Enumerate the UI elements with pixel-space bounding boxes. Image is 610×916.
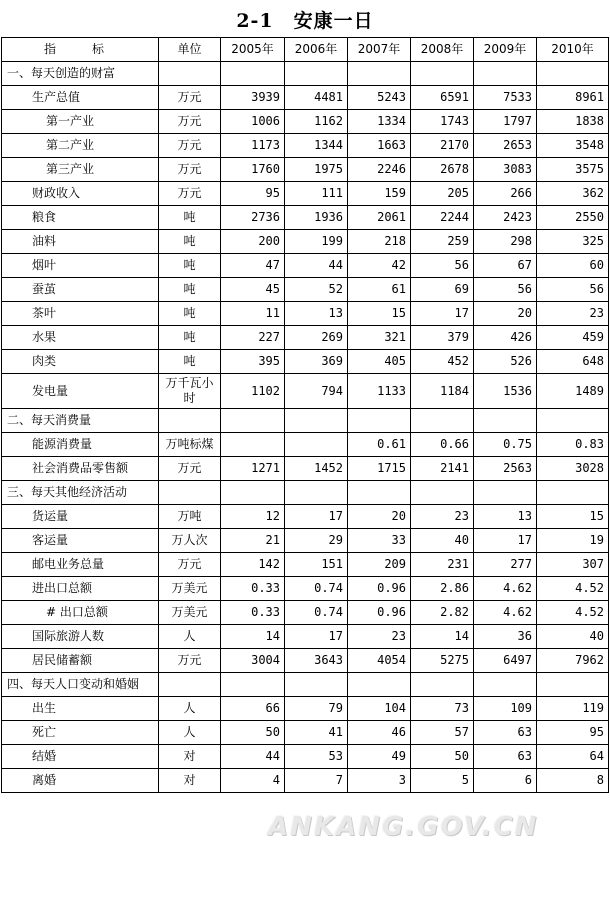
value-cell: 2653 xyxy=(474,134,537,158)
value-cell xyxy=(537,673,609,697)
unit-cell: 吨 xyxy=(159,278,221,302)
value-cell: 6591 xyxy=(411,86,474,110)
header-year: 2009年 xyxy=(474,38,537,62)
value-cell: 50 xyxy=(221,721,285,745)
table-row xyxy=(2,577,609,601)
value-cell: 2246 xyxy=(348,158,411,182)
value-cell xyxy=(221,673,285,697)
value-cell: 2.82 xyxy=(411,601,474,625)
table-row xyxy=(2,529,609,553)
value-cell: 4.52 xyxy=(537,577,609,601)
value-cell: 5243 xyxy=(348,86,411,110)
indicator-label: 肉类 xyxy=(2,350,159,374)
value-cell: 61 xyxy=(348,278,411,302)
value-cell: 6 xyxy=(474,769,537,793)
value-cell: 11 xyxy=(221,302,285,326)
value-cell: 1184 xyxy=(411,374,474,409)
watermark-logo: ANKANG.GOV.CN xyxy=(268,812,539,842)
unit-cell: 万元 xyxy=(159,182,221,206)
value-cell: 1975 xyxy=(285,158,348,182)
section-row xyxy=(2,481,609,505)
table-row xyxy=(2,302,609,326)
value-cell: 0.33 xyxy=(221,577,285,601)
value-cell: 1936 xyxy=(285,206,348,230)
indicator-label: # 出口总额 xyxy=(2,601,159,625)
unit-cell xyxy=(159,409,221,433)
value-cell: 0.74 xyxy=(285,601,348,625)
value-cell: 36 xyxy=(474,625,537,649)
value-cell: 7 xyxy=(285,769,348,793)
value-cell: 56 xyxy=(474,278,537,302)
table-row xyxy=(2,134,609,158)
indicator-label: 出生 xyxy=(2,697,159,721)
value-cell: 42 xyxy=(348,254,411,278)
value-cell: 0.74 xyxy=(285,577,348,601)
value-cell: 648 xyxy=(537,350,609,374)
value-cell: 2423 xyxy=(474,206,537,230)
table-row xyxy=(2,278,609,302)
indicator-label: 邮电业务总量 xyxy=(2,553,159,577)
value-cell: 5 xyxy=(411,769,474,793)
value-cell: 269 xyxy=(285,326,348,350)
indicator-label: 财政收入 xyxy=(2,182,159,206)
section-label: 四、每天人口变动和婚姻 xyxy=(2,673,159,697)
value-cell: 209 xyxy=(348,553,411,577)
indicator-label: 能源消费量 xyxy=(2,433,159,457)
value-cell: 218 xyxy=(348,230,411,254)
value-cell: 259 xyxy=(411,230,474,254)
unit-cell: 人 xyxy=(159,721,221,745)
value-cell: 3643 xyxy=(285,649,348,673)
section-row xyxy=(2,409,609,433)
value-cell: 17 xyxy=(411,302,474,326)
unit-cell: 万吨 xyxy=(159,505,221,529)
indicator-label: 粮食 xyxy=(2,206,159,230)
value-cell: 4.52 xyxy=(537,601,609,625)
value-cell: 459 xyxy=(537,326,609,350)
value-cell: 44 xyxy=(221,745,285,769)
unit-cell xyxy=(159,62,221,86)
value-cell: 526 xyxy=(474,350,537,374)
value-cell: 1838 xyxy=(537,110,609,134)
value-cell: 1271 xyxy=(221,457,285,481)
value-cell: 15 xyxy=(348,302,411,326)
value-cell: 33 xyxy=(348,529,411,553)
section-row xyxy=(2,62,609,86)
unit-cell: 万元 xyxy=(159,553,221,577)
page-title: 2-1 安康一日 xyxy=(236,10,374,32)
value-cell: 794 xyxy=(285,374,348,409)
indicator-label: 蚕茧 xyxy=(2,278,159,302)
value-cell: 20 xyxy=(474,302,537,326)
value-cell: 23 xyxy=(411,505,474,529)
value-cell: 44 xyxy=(285,254,348,278)
value-cell xyxy=(221,481,285,505)
value-cell: 1536 xyxy=(474,374,537,409)
value-cell: 199 xyxy=(285,230,348,254)
unit-cell: 万人次 xyxy=(159,529,221,553)
value-cell xyxy=(221,409,285,433)
value-cell: 46 xyxy=(348,721,411,745)
value-cell: 1489 xyxy=(537,374,609,409)
value-cell: 1715 xyxy=(348,457,411,481)
value-cell: 5275 xyxy=(411,649,474,673)
unit-cell: 人 xyxy=(159,625,221,649)
unit-cell: 万千瓦小时 xyxy=(159,374,221,409)
unit-cell: 万元 xyxy=(159,649,221,673)
value-cell: 8 xyxy=(537,769,609,793)
indicator-label: 第一产业 xyxy=(2,110,159,134)
value-cell xyxy=(285,673,348,697)
value-cell: 40 xyxy=(537,625,609,649)
unit-cell: 吨 xyxy=(159,326,221,350)
unit-cell: 万元 xyxy=(159,86,221,110)
value-cell xyxy=(474,409,537,433)
value-cell: 159 xyxy=(348,182,411,206)
table-row xyxy=(2,158,609,182)
value-cell: 13 xyxy=(285,302,348,326)
value-cell xyxy=(348,481,411,505)
statistics-table xyxy=(1,37,609,793)
value-cell: 21 xyxy=(221,529,285,553)
value-cell: 111 xyxy=(285,182,348,206)
value-cell: 1162 xyxy=(285,110,348,134)
value-cell: 3028 xyxy=(537,457,609,481)
value-cell: 0.83 xyxy=(537,433,609,457)
unit-cell: 对 xyxy=(159,769,221,793)
indicator-label: 油料 xyxy=(2,230,159,254)
header-year: 2006年 xyxy=(285,38,348,62)
value-cell: 1102 xyxy=(221,374,285,409)
table-row xyxy=(2,625,609,649)
value-cell: 298 xyxy=(474,230,537,254)
value-cell: 13 xyxy=(474,505,537,529)
value-cell: 321 xyxy=(348,326,411,350)
header-indicator: 指 标 xyxy=(2,38,159,62)
value-cell: 1452 xyxy=(285,457,348,481)
value-cell: 231 xyxy=(411,553,474,577)
value-cell: 277 xyxy=(474,553,537,577)
value-cell: 452 xyxy=(411,350,474,374)
value-cell: 63 xyxy=(474,721,537,745)
unit-cell: 万元 xyxy=(159,457,221,481)
unit-cell: 万元 xyxy=(159,110,221,134)
header-unit: 单位 xyxy=(159,38,221,62)
value-cell: 57 xyxy=(411,721,474,745)
value-cell: 79 xyxy=(285,697,348,721)
indicator-label: 货运量 xyxy=(2,505,159,529)
value-cell: 2563 xyxy=(474,457,537,481)
table-row xyxy=(2,505,609,529)
value-cell: 2170 xyxy=(411,134,474,158)
value-cell: 142 xyxy=(221,553,285,577)
indicator-label: 结婚 xyxy=(2,745,159,769)
indicator-label: 客运量 xyxy=(2,529,159,553)
value-cell: 0.96 xyxy=(348,577,411,601)
value-cell: 7533 xyxy=(474,86,537,110)
indicator-label: 第三产业 xyxy=(2,158,159,182)
indicator-label: 生产总值 xyxy=(2,86,159,110)
value-cell: 4481 xyxy=(285,86,348,110)
value-cell: 40 xyxy=(411,529,474,553)
table-row xyxy=(2,457,609,481)
value-cell xyxy=(411,62,474,86)
table-row xyxy=(2,206,609,230)
value-cell: 1760 xyxy=(221,158,285,182)
value-cell: 66 xyxy=(221,697,285,721)
value-cell: 4.62 xyxy=(474,577,537,601)
value-cell xyxy=(221,62,285,86)
value-cell: 2678 xyxy=(411,158,474,182)
value-cell: 69 xyxy=(411,278,474,302)
value-cell: 17 xyxy=(285,505,348,529)
value-cell: 266 xyxy=(474,182,537,206)
value-cell: 2.86 xyxy=(411,577,474,601)
value-cell: 17 xyxy=(285,625,348,649)
value-cell xyxy=(348,409,411,433)
value-cell: 405 xyxy=(348,350,411,374)
value-cell: 67 xyxy=(474,254,537,278)
table-row xyxy=(2,254,609,278)
value-cell: 15 xyxy=(537,505,609,529)
value-cell: 1334 xyxy=(348,110,411,134)
value-cell: 200 xyxy=(221,230,285,254)
value-cell: 47 xyxy=(221,254,285,278)
unit-cell: 吨 xyxy=(159,230,221,254)
table-row xyxy=(2,433,609,457)
value-cell: 362 xyxy=(537,182,609,206)
value-cell: 20 xyxy=(348,505,411,529)
value-cell: 56 xyxy=(537,278,609,302)
indicator-label: 社会消费品零售额 xyxy=(2,457,159,481)
indicator-label: 居民储蓄额 xyxy=(2,649,159,673)
indicator-label: 第二产业 xyxy=(2,134,159,158)
section-label: 三、每天其他经济活动 xyxy=(2,481,159,505)
value-cell: 1344 xyxy=(285,134,348,158)
indicator-label: 进出口总额 xyxy=(2,577,159,601)
header-year: 2005年 xyxy=(221,38,285,62)
value-cell: 12 xyxy=(221,505,285,529)
value-cell: 63 xyxy=(474,745,537,769)
value-cell xyxy=(285,409,348,433)
table-row xyxy=(2,110,609,134)
value-cell: 2061 xyxy=(348,206,411,230)
indicator-label: 烟叶 xyxy=(2,254,159,278)
value-cell: 0.33 xyxy=(221,601,285,625)
value-cell: 109 xyxy=(474,697,537,721)
value-cell xyxy=(474,673,537,697)
value-cell xyxy=(411,409,474,433)
value-cell: 60 xyxy=(537,254,609,278)
unit-cell xyxy=(159,673,221,697)
table-body xyxy=(2,62,609,793)
value-cell xyxy=(411,673,474,697)
value-cell: 205 xyxy=(411,182,474,206)
value-cell: 29 xyxy=(285,529,348,553)
value-cell: 151 xyxy=(285,553,348,577)
unit-cell: 人 xyxy=(159,697,221,721)
value-cell: 8961 xyxy=(537,86,609,110)
value-cell xyxy=(285,481,348,505)
table-row xyxy=(2,769,609,793)
indicator-label: 发电量 xyxy=(2,374,159,409)
table-row xyxy=(2,649,609,673)
unit-cell: 吨 xyxy=(159,302,221,326)
value-cell xyxy=(348,673,411,697)
table-row xyxy=(2,697,609,721)
table-row xyxy=(2,326,609,350)
value-cell: 0.96 xyxy=(348,601,411,625)
value-cell: 307 xyxy=(537,553,609,577)
value-cell: 325 xyxy=(537,230,609,254)
value-cell: 53 xyxy=(285,745,348,769)
unit-cell: 吨 xyxy=(159,350,221,374)
value-cell: 14 xyxy=(411,625,474,649)
section-row xyxy=(2,673,609,697)
table-row xyxy=(2,745,609,769)
value-cell: 19 xyxy=(537,529,609,553)
value-cell: 3004 xyxy=(221,649,285,673)
value-cell xyxy=(348,62,411,86)
unit-cell: 万美元 xyxy=(159,601,221,625)
header-year: 2008年 xyxy=(411,38,474,62)
table-row xyxy=(2,553,609,577)
value-cell: 0.61 xyxy=(348,433,411,457)
value-cell xyxy=(285,433,348,457)
unit-cell: 对 xyxy=(159,745,221,769)
table-row xyxy=(2,86,609,110)
value-cell: 426 xyxy=(474,326,537,350)
value-cell: 1663 xyxy=(348,134,411,158)
value-cell xyxy=(221,433,285,457)
indicator-label: 死亡 xyxy=(2,721,159,745)
table-row xyxy=(2,350,609,374)
value-cell: 104 xyxy=(348,697,411,721)
indicator-label: 离婚 xyxy=(2,769,159,793)
value-cell xyxy=(537,62,609,86)
table-row xyxy=(2,374,609,409)
value-cell: 56 xyxy=(411,254,474,278)
unit-cell: 万元 xyxy=(159,134,221,158)
value-cell: 4 xyxy=(221,769,285,793)
table-row xyxy=(2,721,609,745)
value-cell: 3548 xyxy=(537,134,609,158)
section-label: 二、每天消费量 xyxy=(2,409,159,433)
value-cell: 45 xyxy=(221,278,285,302)
value-cell xyxy=(285,62,348,86)
value-cell xyxy=(411,481,474,505)
value-cell: 3939 xyxy=(221,86,285,110)
value-cell: 1006 xyxy=(221,110,285,134)
value-cell: 17 xyxy=(474,529,537,553)
value-cell: 7962 xyxy=(537,649,609,673)
unit-cell: 吨 xyxy=(159,254,221,278)
value-cell: 64 xyxy=(537,745,609,769)
value-cell: 49 xyxy=(348,745,411,769)
value-cell: 0.75 xyxy=(474,433,537,457)
value-cell: 50 xyxy=(411,745,474,769)
indicator-label: 水果 xyxy=(2,326,159,350)
value-cell: 2736 xyxy=(221,206,285,230)
value-cell: 3083 xyxy=(474,158,537,182)
value-cell: 73 xyxy=(411,697,474,721)
value-cell: 0.66 xyxy=(411,433,474,457)
value-cell xyxy=(537,409,609,433)
unit-cell: 万吨标煤 xyxy=(159,433,221,457)
value-cell: 3575 xyxy=(537,158,609,182)
value-cell: 95 xyxy=(537,721,609,745)
value-cell: 2244 xyxy=(411,206,474,230)
section-label: 一、每天创造的财富 xyxy=(2,62,159,86)
value-cell: 2550 xyxy=(537,206,609,230)
value-cell: 227 xyxy=(221,326,285,350)
indicator-label: 国际旅游人数 xyxy=(2,625,159,649)
table-row xyxy=(2,230,609,254)
value-cell: 14 xyxy=(221,625,285,649)
value-cell xyxy=(474,481,537,505)
value-cell: 2141 xyxy=(411,457,474,481)
value-cell: 6497 xyxy=(474,649,537,673)
value-cell: 1797 xyxy=(474,110,537,134)
unit-cell: 万元 xyxy=(159,158,221,182)
value-cell: 41 xyxy=(285,721,348,745)
indicator-label: 茶叶 xyxy=(2,302,159,326)
table-row xyxy=(2,601,609,625)
unit-cell xyxy=(159,481,221,505)
value-cell: 1743 xyxy=(411,110,474,134)
value-cell: 95 xyxy=(221,182,285,206)
value-cell: 379 xyxy=(411,326,474,350)
value-cell: 395 xyxy=(221,350,285,374)
value-cell: 119 xyxy=(537,697,609,721)
value-cell: 1173 xyxy=(221,134,285,158)
header-row xyxy=(2,38,609,62)
value-cell xyxy=(537,481,609,505)
value-cell: 52 xyxy=(285,278,348,302)
value-cell: 23 xyxy=(537,302,609,326)
unit-cell: 万美元 xyxy=(159,577,221,601)
value-cell: 369 xyxy=(285,350,348,374)
value-cell: 3 xyxy=(348,769,411,793)
value-cell: 23 xyxy=(348,625,411,649)
value-cell: 4054 xyxy=(348,649,411,673)
value-cell: 4.62 xyxy=(474,601,537,625)
unit-cell: 吨 xyxy=(159,206,221,230)
value-cell: 1133 xyxy=(348,374,411,409)
header-year: 2010年 xyxy=(537,38,609,62)
value-cell xyxy=(474,62,537,86)
table-row xyxy=(2,182,609,206)
header-year: 2007年 xyxy=(348,38,411,62)
